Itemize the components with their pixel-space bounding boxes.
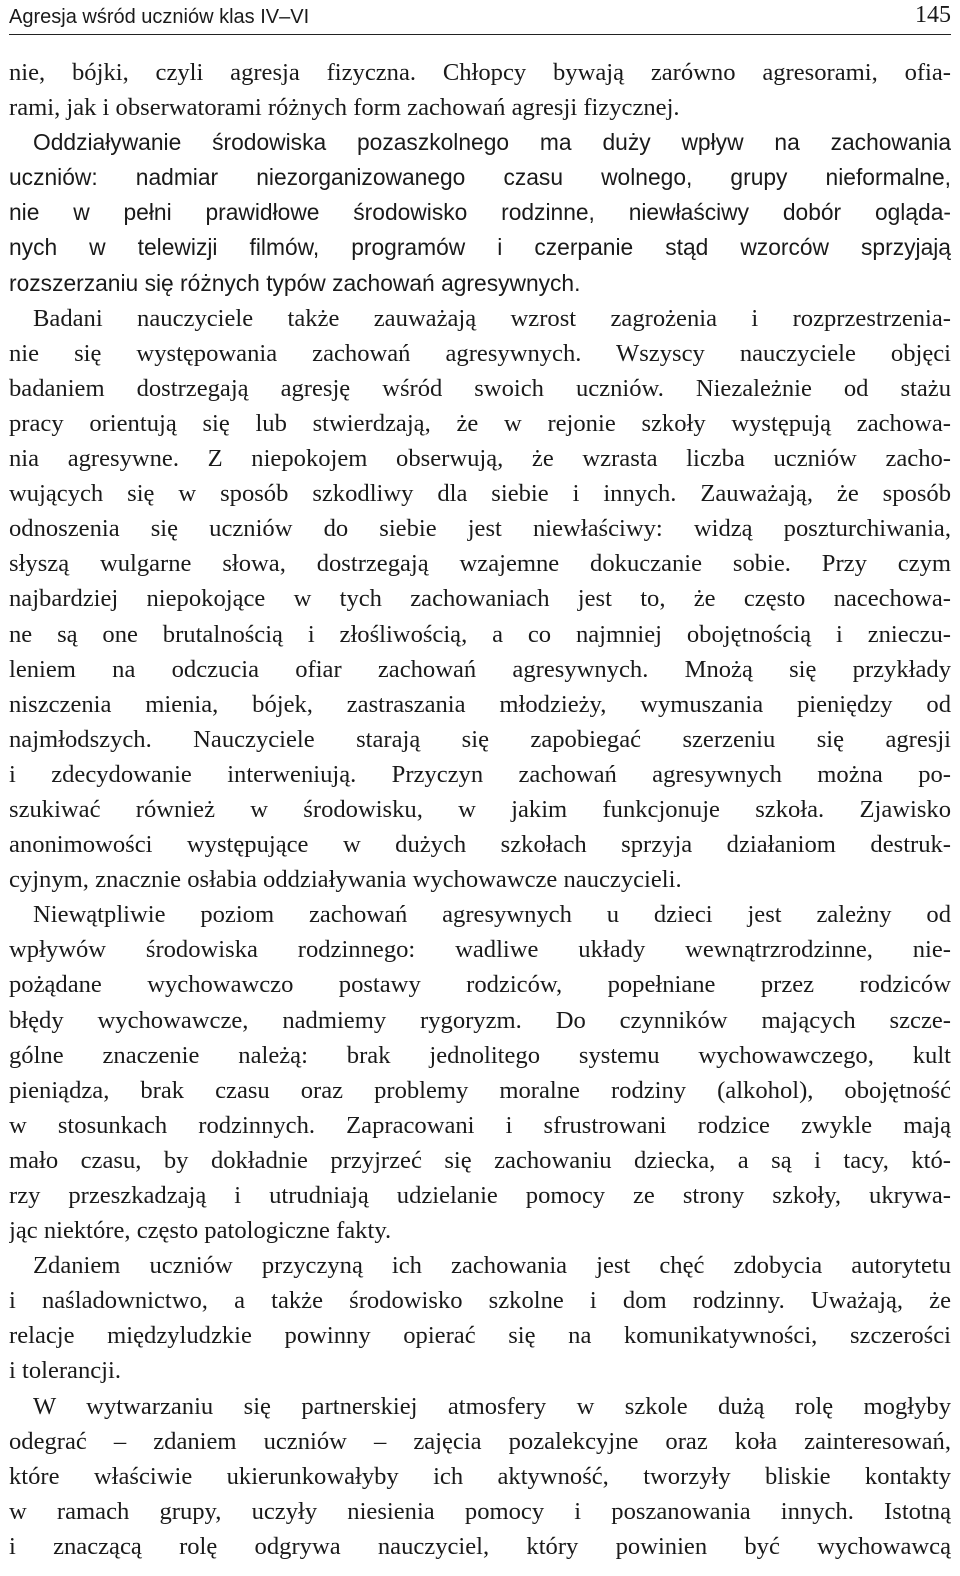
text-line: Oddziaływanie środowiska pozaszkolnego ma duży wpływ na zachowania <box>33 129 951 156</box>
text-line: relacje międzyludzkie powinny opierać się na komunikatywności, szczerości <box>9 1322 951 1350</box>
text-line: leniem na odczucia ofiar zachowań agresywnych. Mnożą się przykłady <box>9 655 951 683</box>
text-line: nie, bójki, czyli agresja fizyczna. Chłopcy bywają zarówno agresorami, ofia- <box>9 59 951 86</box>
text-line: które właściwie ukierunkowałyby ich aktywność, tworzyły bliskie kontakty <box>9 1462 951 1490</box>
text-line: w ramach grupy, uczyły niesienia pomocy i poszanowania innych. Istotną <box>9 1497 951 1525</box>
text-line: i naśladownictwo, a także środowisko szkolne i dom rodzinny. Uważają, że <box>9 1287 951 1315</box>
running-header <box>9 0 951 35</box>
text-line: mało czasu, by dokładnie przyjrzeć się zachowaniu dziecka, a są i tacy, któ- <box>9 1146 951 1174</box>
text-line: nie się występowania zachowań agresywnych. Wszyscy nauczyciele objęci <box>9 339 951 367</box>
text-line: i zdecydowanie interweniują. Przyczyn zachowań agresywnych można po- <box>9 760 951 788</box>
text-line: odegrać – zdaniem uczniów – zajęcia pozalekcyjne oraz koła zainteresowań, <box>9 1427 951 1455</box>
text-line: rzy przeszkadzają i utrudniają udzielanie pomocy ze strony szkoły, ukrywa- <box>9 1182 951 1209</box>
text-line: słyszą wulgarne słowa, dostrzegają wzajemne dokuczanie sobie. Przy czym <box>9 550 951 578</box>
text-line: pożądane wychowawczo postawy rodziców, popełniane przez rodziców <box>9 971 951 999</box>
text-line: Niewątpliwie poziom zachowań agresywnych u dzieci jest zależny od <box>33 901 951 929</box>
text-line: w stosunkach rodzinnych. Zapracowani i sfrustrowani rodzice zwykle mają <box>9 1111 951 1139</box>
text-line: i znaczącą rolę odgrywa nauczyciel, który powinien być wychowawcą <box>9 1532 951 1560</box>
body-text <box>9 55 951 1564</box>
text-line: jąc niektóre, często patologiczne fakty. <box>9 1217 392 1245</box>
text-line: rozszerzaniu się różnych typów zachowań agresywnych. <box>9 269 581 296</box>
text-line: pieniądza, brak czasu oraz problemy moralne rodziny (alkohol), obojętność <box>9 1076 951 1104</box>
text-line: rami, jak i obserwatorami różnych form zachowań agresji fizycznej. <box>9 94 680 122</box>
text-line: uczniów: nadmiar niezorganizowanego czasu wolnego, grupy nieformalne, <box>9 164 951 191</box>
text-line: cyjnym, znacznie osłabia oddziaływania wychowawcze nauczycieli. <box>9 866 682 894</box>
text-line: wujących się w sposób szkodliwy dla siebie i innych. Zauważają, że sposób <box>9 480 951 508</box>
header-title: Agresja wśród uczniów klas IV–VI <box>9 6 310 28</box>
text-line: anonimowości występujące w dużych szkołach sprzyja działaniom destruk- <box>9 831 951 859</box>
text-line: gólne znaczenie należą: brak jednolitego systemu wychowawczego, kult <box>9 1041 951 1069</box>
text-line: badaniem dostrzegają agresję wśród swoich uczniów. Niezależnie od stażu <box>9 374 951 402</box>
text-line: wpływów środowiska rodzinnego: wadliwe układy wewnątrzrodzinne, nie- <box>9 936 951 964</box>
text-line: szukiwać również w środowisku, w jakim funkcjonuje szkoła. Zjawisko <box>9 795 951 823</box>
page-number: 145 <box>915 2 951 28</box>
text-line: ne są one brutalnością i złośliwością, a co najmniej obojętnością i znieczu- <box>9 620 951 648</box>
text-line: pracy orientują się lub stwierdzają, że w rejonie szkoły występują zachowa- <box>9 409 951 437</box>
text-line: nie w pełni prawidłowe środowisko rodzinne, niewłaściwy dobór ogląda- <box>9 199 951 226</box>
text-line: W wytwarzaniu się partnerskiej atmosfery w szkole dużą rolę mogłyby <box>33 1392 951 1420</box>
text-line: błędy wychowawcze, nadmiemy rygoryzm. Do czynników mających szcze- <box>9 1006 951 1034</box>
text-line: Zdaniem uczniów przyczyną ich zachowania jest chęć zdobycia autorytetu <box>33 1252 951 1280</box>
text-line: Badani nauczyciele także zauważają wzrost zagrożenia i rozprzestrzenia- <box>33 304 951 332</box>
text-line: nia agresywne. Z niepokojem obserwują, że wzrasta liczba uczniów zacho- <box>9 445 951 473</box>
text-line: niszczenia mienia, bójek, zastraszania młodzieży, wymuszania pieniędzy od <box>9 690 951 718</box>
text-line: nych w telewizji filmów, programów i czerpanie stąd wzorców sprzyjają <box>9 234 951 261</box>
text-line: najbardziej niepokojące w tych zachowaniach jest to, że często nacechowa- <box>9 585 951 613</box>
text-line: i tolerancji. <box>9 1357 121 1385</box>
text-line: odnoszenia się uczniów do siebie jest niewłaściwy: widzą poszturchiwania, <box>9 515 951 543</box>
text-line: najmłodszych. Nauczyciele starają się zapobiegać szerzeniu się agresji <box>9 725 951 753</box>
